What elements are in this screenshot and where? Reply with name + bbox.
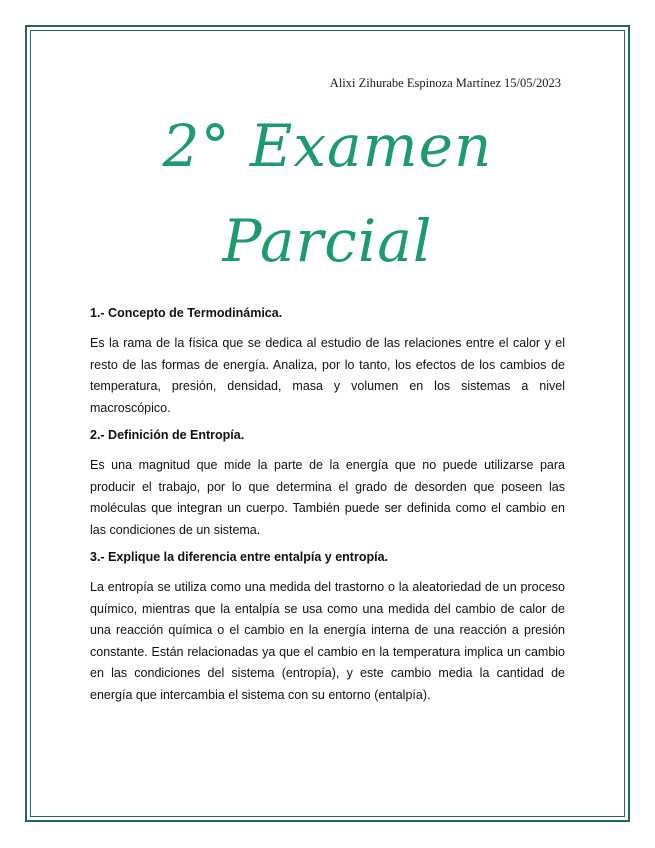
section-heading: 1.- Concepto de Termodinámica.: [90, 306, 283, 320]
section-paragraph: Es la rama de la física que se dedica al estudio de las relaciones entre el calor y el resto de las formas de energía. Analiza, por lo tanto, los efectos de los cambios de temperatura, presión, densidad, masa y volumen en los sistemas a nivel macroscópico.: [90, 336, 565, 415]
section-enthalpy-vs-entropy: [90, 549, 565, 706]
section-heading: 2.- Definición de Entropía.: [90, 428, 245, 442]
document-body: [90, 305, 565, 714]
title-line-1: 2° Examen: [162, 112, 493, 180]
author-date-line: Alixi Zihurabe Espinoza Martínez 15/05/2023: [329, 76, 561, 90]
section-heading: 3.- Explique la diferencia entre entalpía y entropía.: [90, 550, 389, 564]
section-paragraph: Es una magnitud que mide la parte de la energía que no puede utilizarse para producir el trabajo, por lo que determina el grado de desorden que poseen las moléculas que integran un cuerpo. También puede ser definida como el cambio en las condiciones de un sistema.: [90, 458, 565, 537]
section-thermodynamics: [90, 305, 565, 419]
section-entropy: [90, 427, 565, 541]
title-line-2: Parcial: [222, 207, 433, 275]
section-paragraph: La entropía se utiliza como una medida del trastorno o la aleatoriedad de un proceso químico, mientras que la entalpía se usa como una medida del cambio de calor de una reacción química o el cambio en la energía interna de una reacción a presión constante. Están relacionadas ya que el cambio en la temperatura implica un cambio en las condiciones del sistema (entropía), y este cambio media la cantidad de energía que intercambia el sistema con su entorno (entalpía).: [90, 580, 565, 702]
